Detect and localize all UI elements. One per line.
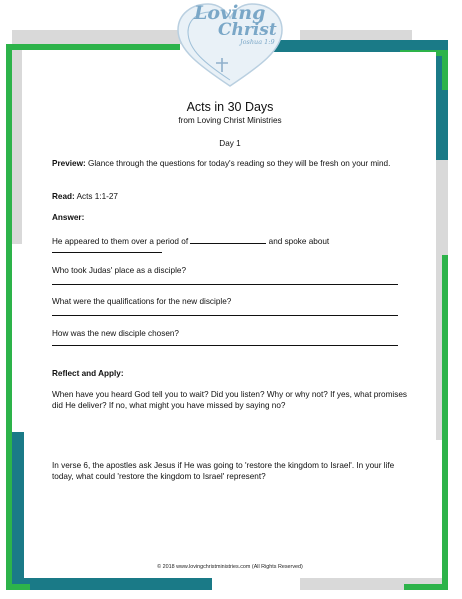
answer-line-2[interactable] [52, 284, 398, 285]
frame-green-left [6, 44, 12, 590]
frame-green-top-left [6, 44, 180, 50]
answer-blank-1[interactable] [190, 235, 266, 244]
frame-teal-left-lower [12, 432, 24, 582]
logo-line2: Christ [218, 20, 277, 40]
question-3: What were the qualifications for the new disciple? [52, 297, 232, 306]
answer-line-1[interactable] [52, 252, 162, 253]
preview-text: Glance through the questions for today's reading so they will be fresh on your mind. [85, 159, 391, 168]
page-title: Acts in 30 Days [186, 100, 274, 114]
reflect-question-1: When have you heard God tell you to wait? Did you listen? Why or why not? If yes, what promises did He deliver? If no, what might you have missed by saying no? [52, 390, 407, 410]
footer-copyright: © 2018 www.lovingchristministries.com (All Rights Reserved) [157, 564, 303, 570]
frame-green-right [442, 255, 448, 590]
frame-green-right-top [442, 50, 448, 90]
read-label: Read: [52, 192, 75, 201]
reflect-question-2: In verse 6, the apostles ask Jesus if He was going to 'restore the kingdom to Israel'. In your life today, what could 'restore the kingdom to Israel' represent? [52, 461, 395, 481]
answer-line-4[interactable] [52, 345, 398, 346]
logo-line1: Loving [194, 2, 266, 24]
question-1 [52, 235, 329, 247]
frame-teal-bottom-left [12, 578, 212, 590]
frame-grey-top-left [12, 30, 182, 44]
day-label: Day 1 [219, 139, 241, 148]
preview-label: Preview: [52, 159, 86, 168]
logo [170, 0, 290, 90]
preview-paragraph [52, 158, 412, 169]
question-4: How was the new disciple chosen? [52, 329, 179, 338]
frame-grey-left-upper [12, 44, 22, 244]
logo-verse: Joshua 1:9 [240, 38, 275, 46]
frame-green-bottom-left [6, 584, 30, 590]
question-2: Who took Judas' place as a disciple? [52, 266, 187, 275]
answer-label: Answer: [52, 213, 85, 222]
question-1-part2: and spoke about [268, 237, 330, 246]
page-subtitle: from Loving Christ Ministries [178, 116, 282, 125]
question-1-part1: He appeared to them over a period of [52, 237, 189, 246]
reflect-label: Reflect and Apply: [52, 369, 124, 378]
answer-line-3[interactable] [52, 315, 398, 316]
read-text: Acts 1:1-27 [74, 192, 118, 201]
read-paragraph [52, 191, 118, 202]
